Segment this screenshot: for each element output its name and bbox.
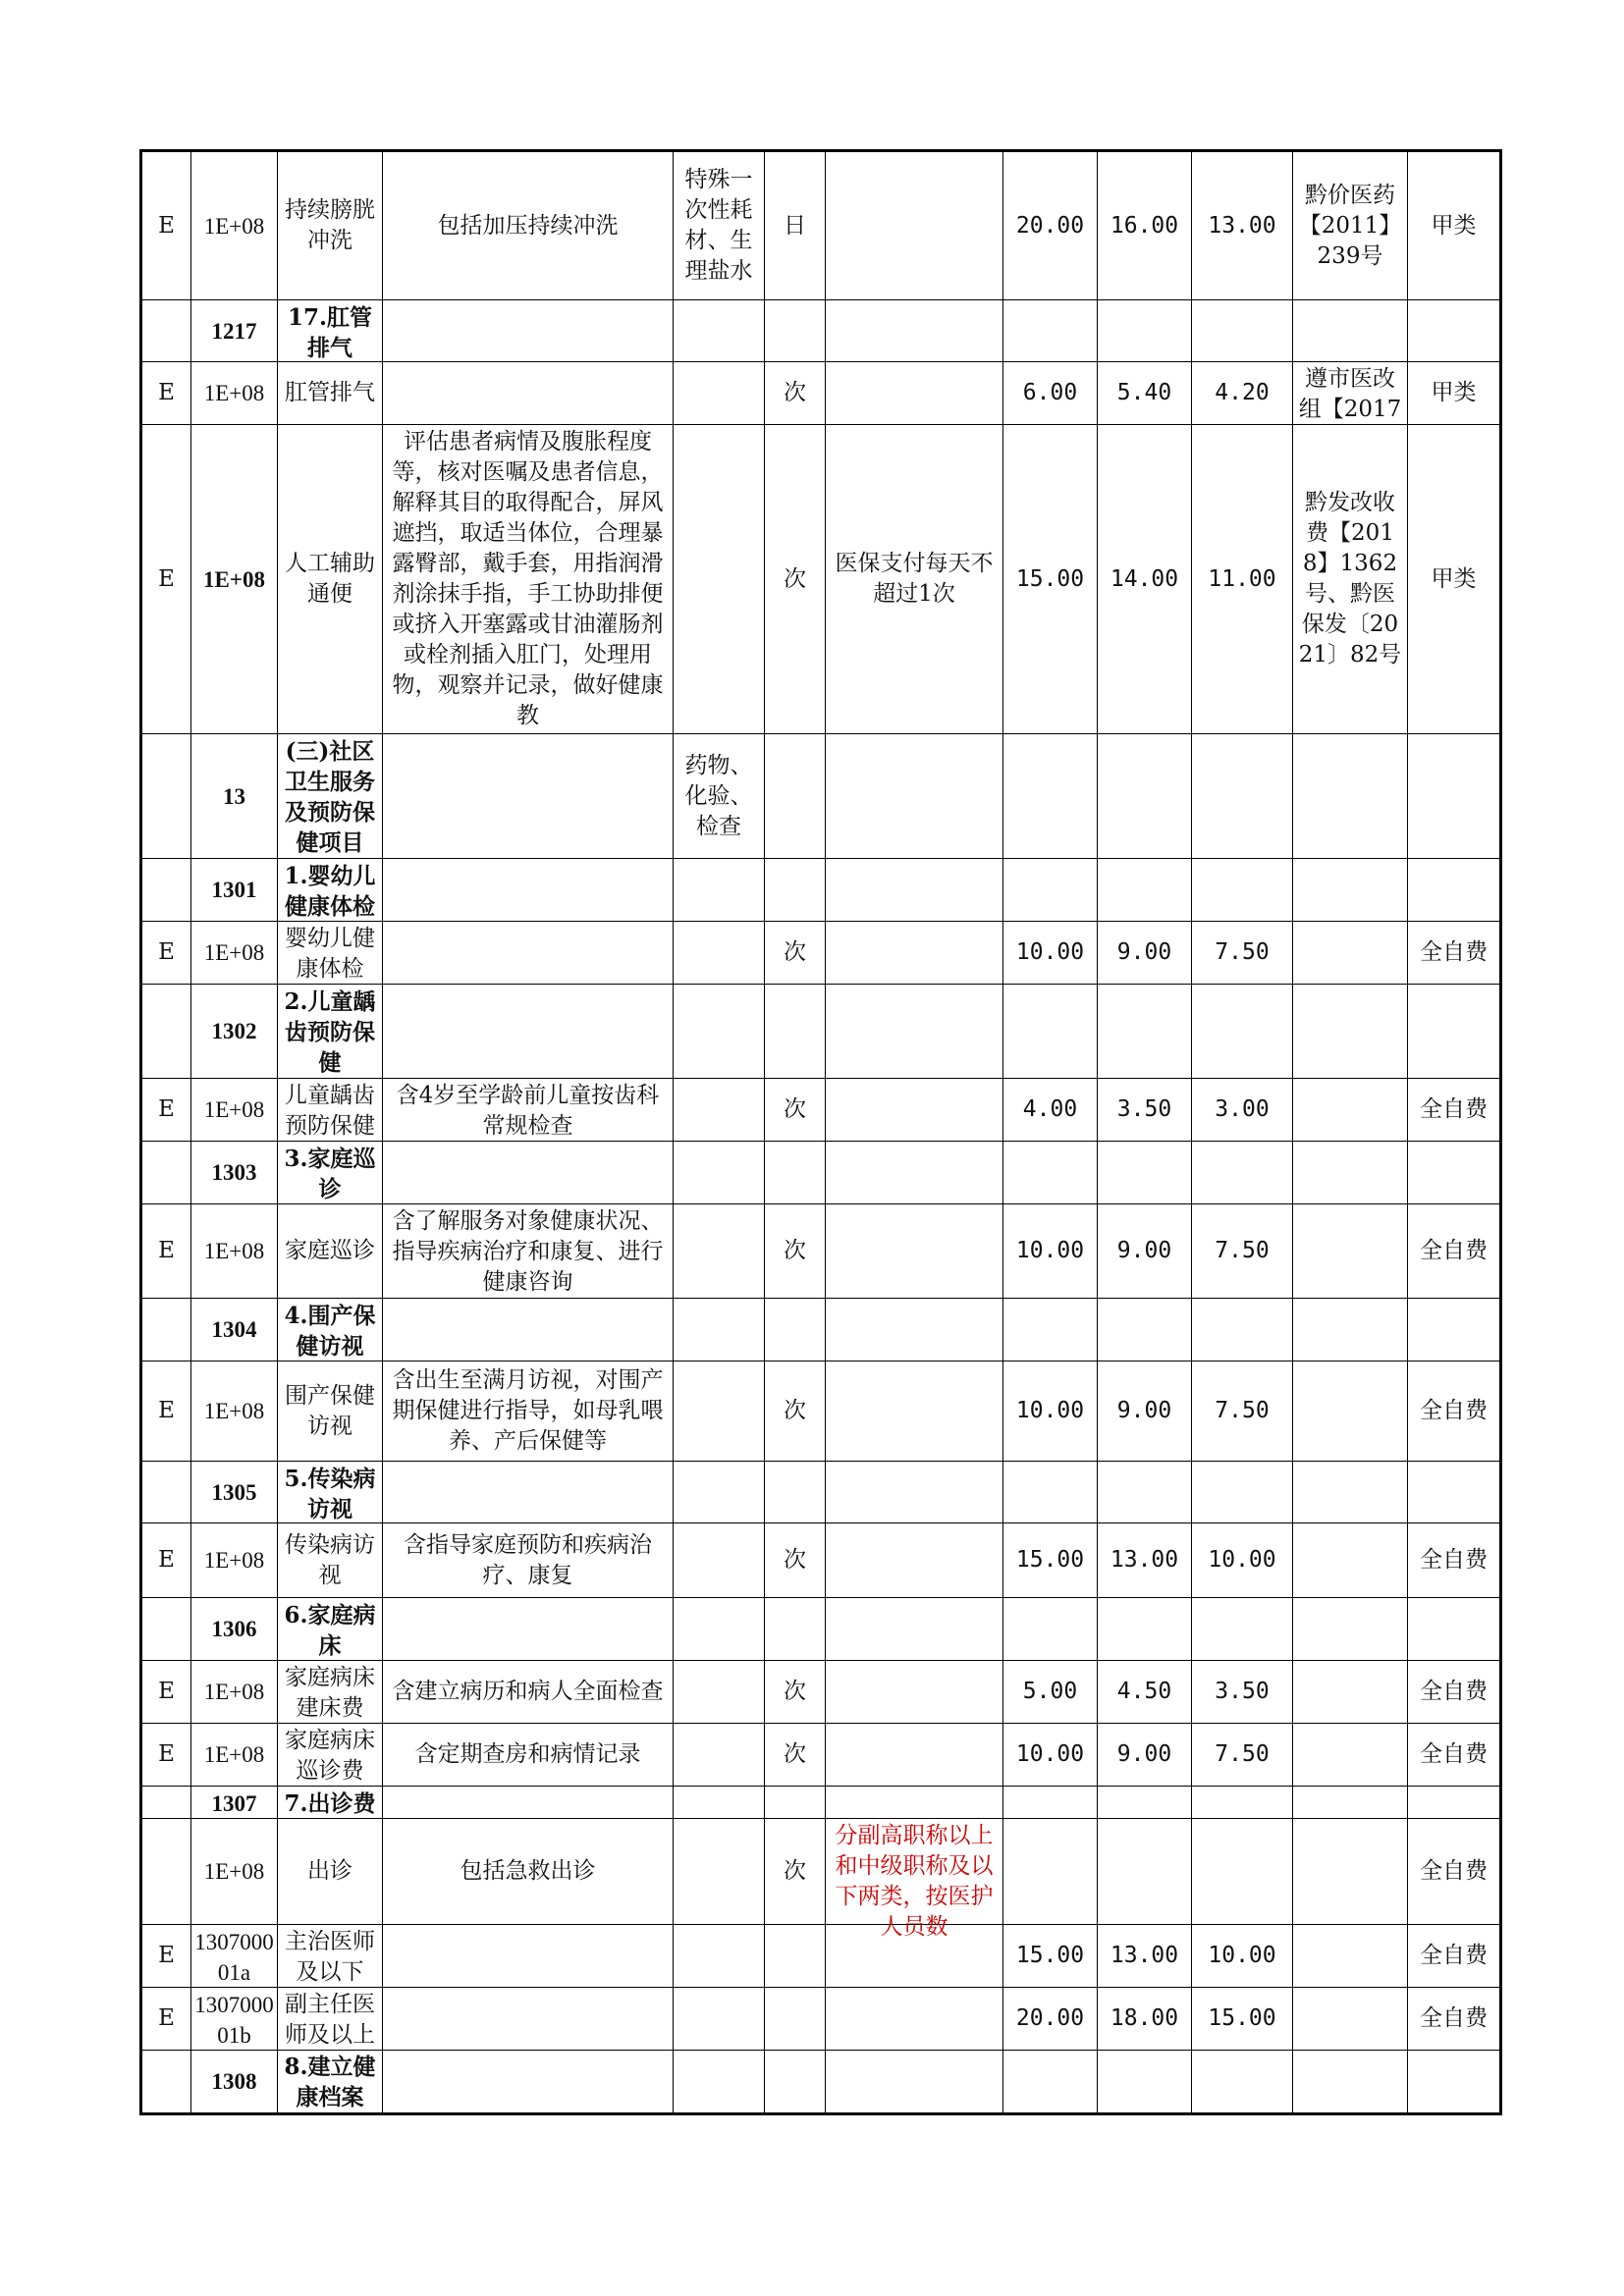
cell-basis [1293,985,1408,1079]
cell-content [383,1299,674,1362]
cell-p1: 10.00 [1003,1362,1098,1462]
cell-cat [1408,1142,1501,1204]
cell-basis: 黔发改收费【2018】1362号、黔医保发〔2021〕82号 [1293,425,1408,734]
cell-p3: 3.50 [1192,1661,1293,1724]
cell-basis [1293,1661,1408,1724]
cell-note [826,922,1003,985]
table-row [141,1988,1501,2051]
cell-p3: 11.00 [1192,425,1293,734]
table-row [141,1523,1501,1598]
cell-p3: 10.00 [1192,1523,1293,1598]
cell-name: 婴幼儿健康体检 [278,922,383,985]
cell-unit: 次 [765,1523,826,1598]
cell-note [826,1598,1003,1661]
cell-p3 [1192,1462,1293,1523]
cell-name: 4.围产保健访视 [278,1299,383,1362]
cell-p3: 13.00 [1192,151,1293,300]
cell-excl [674,1661,765,1724]
cell-code: 1E+08 [191,362,278,425]
cell-content: 含指导家庭预防和疾病治疗、康复 [383,1523,674,1598]
cell-content [383,2051,674,2114]
cell-grade: E [141,1523,191,1598]
cell-note [826,1523,1003,1598]
cell-code: 1E+08 [191,1079,278,1142]
table-row [141,1299,1501,1362]
cell-grade: E [141,1724,191,1787]
table-row [141,985,1501,1079]
cell-note [826,1787,1003,1819]
cell-code: 13 [191,734,278,859]
cell-p1 [1003,1462,1098,1523]
cell-p3 [1192,1819,1293,1925]
cell-p2: 3.50 [1098,1079,1192,1142]
cell-code: 1E+08 [191,1362,278,1462]
cell-content: 包括加压持续冲洗 [383,151,674,300]
cell-grade: E [141,151,191,300]
cell-content [383,362,674,425]
cell-p1 [1003,1299,1098,1362]
cell-p2 [1098,985,1192,1079]
cell-p2 [1098,300,1192,362]
cell-p3 [1192,1299,1293,1362]
cell-basis [1293,1925,1408,1988]
cell-note [826,1299,1003,1362]
cell-code: 1305 [191,1462,278,1523]
table-row [141,1819,1501,1925]
cell-excl [674,2051,765,2114]
cell-unit: 次 [765,1724,826,1787]
cell-cat: 全自费 [1408,922,1501,985]
cell-cat [1408,2051,1501,2114]
cell-name: (三)社区卫生服务及预防保健项目 [278,734,383,859]
cell-grade [141,2051,191,2114]
cell-excl: 药物、化验、检查 [674,734,765,859]
cell-p1 [1003,985,1098,1079]
cell-content [383,1787,674,1819]
cell-p2: 16.00 [1098,151,1192,300]
cell-unit [765,1299,826,1362]
cell-p3: 4.20 [1192,362,1293,425]
cell-excl [674,1598,765,1661]
cell-note [826,1724,1003,1787]
cell-note [826,151,1003,300]
cell-p2 [1098,734,1192,859]
cell-basis [1293,300,1408,362]
cell-unit: 次 [765,1204,826,1299]
cell-excl [674,1988,765,2051]
cell-unit [765,1462,826,1523]
cell-cat: 甲类 [1408,425,1501,734]
cell-code: 1E+08 [191,1204,278,1299]
cell-cat [1408,985,1501,1079]
cell-grade [141,1299,191,1362]
cell-note [826,362,1003,425]
cell-note [826,2051,1003,2114]
cell-p2: 9.00 [1098,1204,1192,1299]
cell-cat: 全自费 [1408,1988,1501,2051]
cell-note: 医保支付每天不超过1次 [826,425,1003,734]
cell-p1: 10.00 [1003,922,1098,985]
cell-p2: 9.00 [1098,922,1192,985]
cell-name: 1.婴幼儿健康体检 [278,859,383,922]
cell-name: 6.家庭病床 [278,1598,383,1661]
cell-content [383,922,674,985]
cell-grade: E [141,425,191,734]
cell-cat: 全自费 [1408,1079,1501,1142]
cell-p1 [1003,2051,1098,2114]
cell-content [383,1598,674,1661]
cell-name: 17.肛管排气 [278,300,383,362]
cell-basis: 黔价医药【2011】239号 [1293,151,1408,300]
cell-cat: 全自费 [1408,1204,1501,1299]
cell-basis [1293,1299,1408,1362]
cell-grade: E [141,922,191,985]
cell-content [383,1988,674,2051]
cell-p1: 6.00 [1003,362,1098,425]
cell-p2: 14.00 [1098,425,1192,734]
cell-excl [674,1462,765,1523]
cell-content [383,859,674,922]
cell-excl [674,1724,765,1787]
cell-excl [674,922,765,985]
cell-code: 1E+08 [191,1819,278,1925]
cell-p3: 7.50 [1192,922,1293,985]
cell-note [826,1079,1003,1142]
cell-note [826,1661,1003,1724]
cell-p1: 15.00 [1003,425,1098,734]
cell-p3 [1192,300,1293,362]
cell-excl [674,1079,765,1142]
cell-cat: 甲类 [1408,362,1501,425]
cell-basis [1293,1598,1408,1661]
cell-grade: E [141,1661,191,1724]
cell-p1: 10.00 [1003,1724,1098,1787]
table-row [141,425,1501,734]
cell-p3 [1192,2051,1293,2114]
cell-note [826,1462,1003,1523]
cell-content [383,300,674,362]
cell-unit [765,1142,826,1204]
cell-grade [141,859,191,922]
cell-basis: 遵市医改组【2017 [1293,362,1408,425]
cell-p2 [1098,1819,1192,1925]
cell-name: 主治医师及以下 [278,1925,383,1988]
cell-p3 [1192,859,1293,922]
table-row [141,1142,1501,1204]
cell-grade: E [141,362,191,425]
cell-cat [1408,859,1501,922]
cell-name: 儿童龋齿预防保健 [278,1079,383,1142]
cell-code: 130700001b [191,1988,278,2051]
cell-basis [1293,1819,1408,1925]
cell-p1: 15.00 [1003,1925,1098,1988]
cell-excl [674,425,765,734]
table-row [141,2051,1501,2114]
cell-p2 [1098,859,1192,922]
cell-name: 围产保健访视 [278,1362,383,1462]
cell-excl [674,362,765,425]
cell-grade [141,734,191,859]
cell-content: 含了解服务对象健康状况、指导疾病治疗和康复、进行健康咨询 [383,1204,674,1299]
cell-note: 分副高职称以上和中级职称及以下两类，按医护人员数 [826,1819,1003,1925]
cell-cat [1408,1462,1501,1523]
cell-note [826,1988,1003,2051]
cell-name: 持续膀胱冲洗 [278,151,383,300]
cell-cat [1408,1598,1501,1661]
cell-p3 [1192,1598,1293,1661]
cell-excl [674,1787,765,1819]
cell-name: 5.传染病访视 [278,1462,383,1523]
cell-unit [765,1925,826,1988]
cell-basis [1293,1142,1408,1204]
cell-p1: 20.00 [1003,1988,1098,2051]
table-row [141,362,1501,425]
cell-code: 1E+08 [191,922,278,985]
table-row [141,1079,1501,1142]
cell-name: 家庭病床建床费 [278,1661,383,1724]
cell-p1: 15.00 [1003,1523,1098,1598]
cell-code: 1303 [191,1142,278,1204]
cell-cat [1408,1787,1501,1819]
cell-code: 1308 [191,2051,278,2114]
cell-p3: 15.00 [1192,1988,1293,2051]
cell-excl [674,1362,765,1462]
cell-note [826,734,1003,859]
cell-grade [141,985,191,1079]
cell-p3: 7.50 [1192,1204,1293,1299]
cell-basis [1293,734,1408,859]
cell-cat: 全自费 [1408,1819,1501,1925]
cell-p2: 13.00 [1098,1523,1192,1598]
cell-grade: E [141,1079,191,1142]
cell-code: 1306 [191,1598,278,1661]
cell-unit [765,1787,826,1819]
cell-cat [1408,734,1501,859]
cell-p3 [1192,985,1293,1079]
cell-basis [1293,1079,1408,1142]
cell-basis [1293,922,1408,985]
cell-content [383,1142,674,1204]
cell-name: 2.儿童龋齿预防保健 [278,985,383,1079]
cell-content: 含建立病历和病人全面检查 [383,1661,674,1724]
cell-name: 出诊 [278,1819,383,1925]
cell-excl [674,859,765,922]
cell-name: 人工辅助通便 [278,425,383,734]
cell-excl [674,1204,765,1299]
cell-p3 [1192,1787,1293,1819]
cell-cat [1408,1299,1501,1362]
cell-content [383,734,674,859]
cell-note [826,1142,1003,1204]
cell-p2: 13.00 [1098,1925,1192,1988]
cell-cat: 全自费 [1408,1925,1501,1988]
cell-p1: 10.00 [1003,1204,1098,1299]
cell-p2: 18.00 [1098,1988,1192,2051]
cell-grade [141,1819,191,1925]
cell-p3 [1192,734,1293,859]
cell-excl [674,985,765,1079]
table-row [141,922,1501,985]
cell-p2 [1098,1142,1192,1204]
cell-content: 含4岁至学龄前儿童按齿科常规检查 [383,1079,674,1142]
cell-name: 8.建立健康档案 [278,2051,383,2114]
cell-cat [1408,300,1501,362]
table-row [141,300,1501,362]
cell-p1 [1003,859,1098,922]
cell-unit: 次 [765,425,826,734]
cell-grade [141,1598,191,1661]
cell-p1 [1003,1787,1098,1819]
cell-p2: 9.00 [1098,1724,1192,1787]
cell-unit [765,2051,826,2114]
cell-p3: 7.50 [1192,1724,1293,1787]
cell-basis [1293,859,1408,922]
cell-name: 3.家庭巡诊 [278,1142,383,1204]
cell-code: 1E+08 [191,1724,278,1787]
cell-p2 [1098,1462,1192,1523]
cell-content: 评估患者病情及腹胀程度等，核对医嘱及患者信息，解释其目的取得配合，屏风遮挡，取适当体位，合理暴露臀部，戴手套，用指润滑剂涂抹手指，手工协助排便或挤入开塞露或甘油灌肠剂或栓剂插入肛门，处理用物，观察并记录，做好健康教 [383,425,674,734]
cell-basis [1293,1988,1408,2051]
cell-content [383,1462,674,1523]
table-row [141,1724,1501,1787]
cell-p2 [1098,2051,1192,2114]
table-row [141,1462,1501,1523]
cell-basis [1293,1787,1408,1819]
cell-excl [674,1523,765,1598]
table-row [141,1362,1501,1462]
cell-content [383,1925,674,1988]
table-row [141,1787,1501,1819]
cell-unit [765,734,826,859]
table-row [141,1598,1501,1661]
cell-excl: 特殊一次性耗材、生理盐水 [674,151,765,300]
cell-p1: 4.00 [1003,1079,1098,1142]
cell-p2 [1098,1598,1192,1661]
cell-content: 含出生至满月访视，对围产期保健进行指导，如母乳喂养、产后保健等 [383,1362,674,1462]
cell-code: 130700001a [191,1925,278,1988]
cell-note [826,300,1003,362]
cell-unit: 次 [765,1819,826,1925]
cell-code: 1301 [191,859,278,922]
cell-unit: 次 [765,1079,826,1142]
price-table [139,149,1502,2115]
cell-name: 传染病访视 [278,1523,383,1598]
cell-code: 1E+08 [191,425,278,734]
cell-unit: 日 [765,151,826,300]
cell-grade [141,300,191,362]
cell-note [826,1362,1003,1462]
cell-p1: 5.00 [1003,1661,1098,1724]
cell-p3: 3.00 [1192,1079,1293,1142]
cell-basis [1293,1724,1408,1787]
cell-unit [765,1988,826,2051]
cell-p3: 7.50 [1192,1362,1293,1462]
cell-p3: 10.00 [1192,1925,1293,1988]
cell-excl [674,1819,765,1925]
cell-p1: 20.00 [1003,151,1098,300]
cell-basis [1293,1204,1408,1299]
cell-p1 [1003,300,1098,362]
table-row [141,1204,1501,1299]
cell-basis [1293,1523,1408,1598]
cell-excl [674,1299,765,1362]
cell-content: 含定期查房和病情记录 [383,1724,674,1787]
cell-note [826,1204,1003,1299]
cell-code: 1E+08 [191,1661,278,1724]
cell-name: 肛管排气 [278,362,383,425]
cell-cat: 全自费 [1408,1523,1501,1598]
cell-code: 1217 [191,300,278,362]
cell-basis [1293,1462,1408,1523]
cell-excl [674,300,765,362]
table-row [141,151,1501,300]
cell-unit [765,985,826,1079]
cell-unit [765,300,826,362]
cell-content [383,985,674,1079]
cell-p1 [1003,1598,1098,1661]
cell-content: 包括急救出诊 [383,1819,674,1925]
cell-code: 1E+08 [191,1523,278,1598]
cell-unit: 次 [765,1661,826,1724]
cell-code: 1302 [191,985,278,1079]
cell-note [826,859,1003,922]
cell-unit: 次 [765,922,826,985]
cell-p2: 9.00 [1098,1362,1192,1462]
cell-name: 副主任医师及以上 [278,1988,383,2051]
table-row [141,1925,1501,1988]
table-row [141,859,1501,922]
cell-excl [674,1925,765,1988]
cell-grade: E [141,1925,191,1988]
cell-grade: E [141,1988,191,2051]
cell-code: 1307 [191,1787,278,1819]
cell-unit: 次 [765,362,826,425]
cell-p1 [1003,1819,1098,1925]
cell-basis [1293,1362,1408,1462]
cell-code: 1E+08 [191,151,278,300]
cell-p2 [1098,1787,1192,1819]
cell-basis [1293,2051,1408,2114]
cell-note [826,985,1003,1079]
cell-grade: E [141,1204,191,1299]
cell-p1 [1003,734,1098,859]
cell-grade [141,1462,191,1523]
cell-name: 家庭病床巡诊费 [278,1724,383,1787]
cell-p2 [1098,1299,1192,1362]
cell-cat: 全自费 [1408,1362,1501,1462]
cell-unit [765,859,826,922]
cell-excl [674,1142,765,1204]
cell-p2: 5.40 [1098,362,1192,425]
cell-cat: 全自费 [1408,1661,1501,1724]
cell-grade [141,1787,191,1819]
cell-code: 1304 [191,1299,278,1362]
table-row [141,734,1501,859]
cell-cat: 甲类 [1408,151,1501,300]
cell-grade: E [141,1362,191,1462]
cell-p1 [1003,1142,1098,1204]
cell-p2: 4.50 [1098,1661,1192,1724]
cell-unit [765,1598,826,1661]
cell-name: 7.出诊费 [278,1787,383,1819]
cell-grade [141,1142,191,1204]
cell-p3 [1192,1142,1293,1204]
table-row [141,1661,1501,1724]
cell-unit: 次 [765,1362,826,1462]
cell-cat: 全自费 [1408,1724,1501,1787]
cell-name: 家庭巡诊 [278,1204,383,1299]
